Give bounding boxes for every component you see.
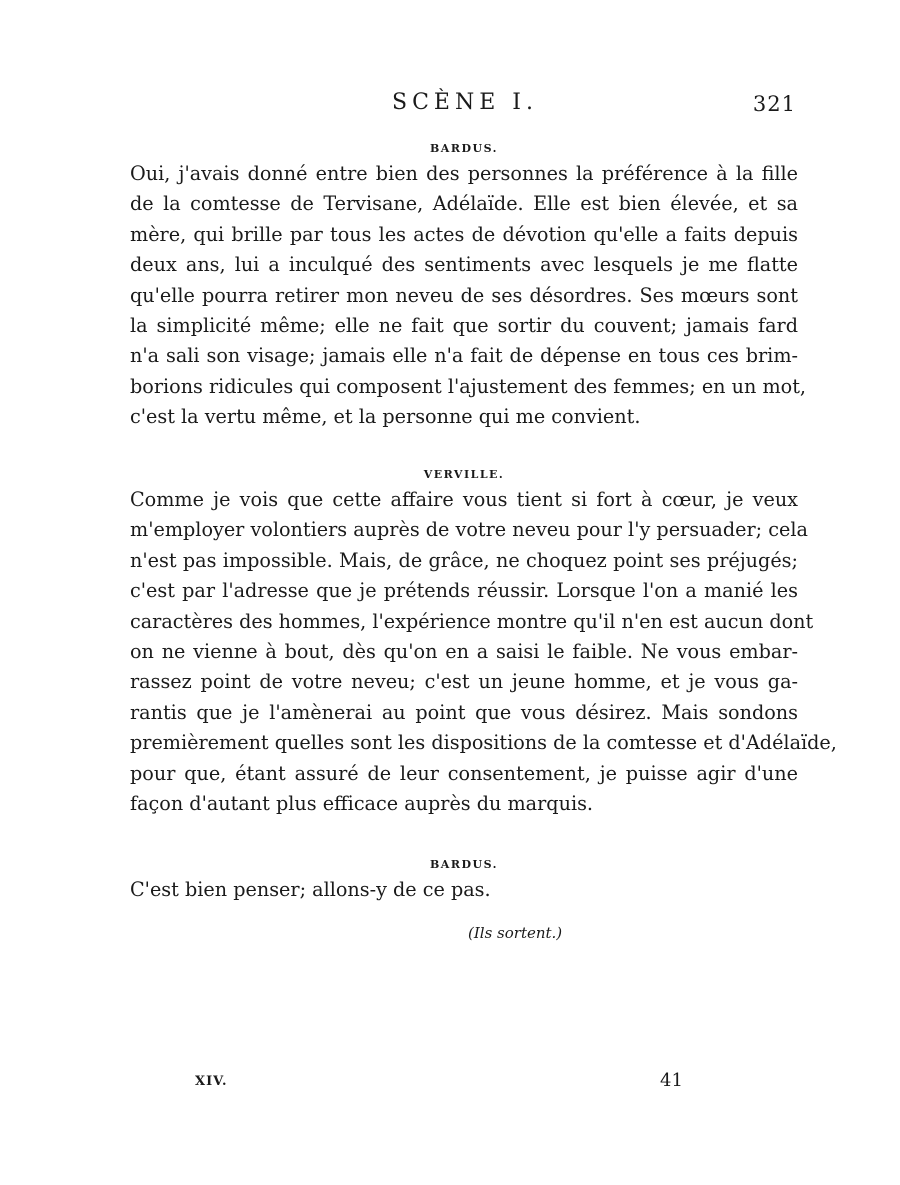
speech-block	[130, 142, 807, 433]
page-number: 321	[752, 92, 796, 116]
speech-line: rassez point de votre neveu; c'est un jeune homme, et je vous ga-	[130, 670, 798, 694]
speech-block	[130, 468, 837, 819]
speech-block	[130, 858, 798, 905]
speech-line: rantis que je l'amènerai au point que vous désirez. Mais sondons	[130, 700, 798, 724]
speech-line: c'est par l'adresse que je prétends réussir. Lorsque l'on a manié les	[130, 579, 798, 603]
speech-line: premièrement quelles sont les dispositions de la comtesse et d'Adélaïde,	[130, 731, 837, 755]
running-head	[0, 90, 900, 124]
speech-line: de la comtesse de Tervisane, Adélaïde. Elle est bien élevée, et sa	[130, 192, 798, 216]
speech-line: c'est la vertu même, et la personne qui me convient.	[130, 405, 641, 429]
speech-line: Oui, j'avais donné entre bien des personnes la préférence à la fille	[130, 162, 798, 185]
speech-line: deux ans, lui a inculqué des sentiments avec lesquels je me flatte	[130, 253, 798, 277]
speaker-name: BARDUS.	[430, 142, 498, 155]
speech-line: mère, qui brille par tous les actes de dévotion qu'elle a faits depuis	[130, 222, 798, 246]
speech-line: pour que, étant assuré de leur consentement, je puisse agir d'une	[130, 761, 798, 785]
speaker-name: VERVILLE.	[423, 468, 505, 481]
sheet-number: 41	[660, 1070, 683, 1091]
speech-text	[130, 159, 807, 433]
scene-title: SCÈNE I.	[392, 90, 538, 115]
speech-line: n'a sali son visage; jamais elle n'a fait de dépense en tous ces brim-	[130, 344, 798, 368]
speech-text	[130, 875, 798, 905]
speech-line: caractères des hommes, l'expérience montre qu'il n'en est aucun dont	[130, 609, 814, 633]
speech-line: façon d'autant plus efficace auprès du marquis.	[130, 792, 594, 816]
signature-mark: XIV.	[195, 1074, 228, 1089]
speech-line: Comme je vois que cette affaire vous tient si fort à cœur, je veux	[130, 488, 798, 511]
speech-line: borions ridicules qui composent l'ajustement des femmes; en un mot,	[130, 374, 807, 398]
speech-line: on ne vienne à bout, dès qu'on en a saisi le faible. Ne vous embar-	[130, 640, 798, 664]
speech-line: m'employer volontiers auprès de votre neveu pour l'y persuader; cela	[130, 518, 808, 542]
speech-text	[130, 485, 837, 819]
speech-line: qu'elle pourra retirer mon neveu de ses désordres. Ses mœurs sont	[130, 283, 798, 307]
stage-direction: (Ils sortent.)	[468, 924, 563, 942]
speech-line: la simplicité même; elle ne fait que sortir du couvent; jamais fard	[130, 314, 798, 338]
speaker-name: BARDUS.	[430, 858, 498, 871]
speech-line: C'est bien penser; allons-y de ce pas.	[130, 878, 491, 901]
speech-line: n'est pas impossible. Mais, de grâce, ne choquez point ses préjugés;	[130, 548, 798, 572]
